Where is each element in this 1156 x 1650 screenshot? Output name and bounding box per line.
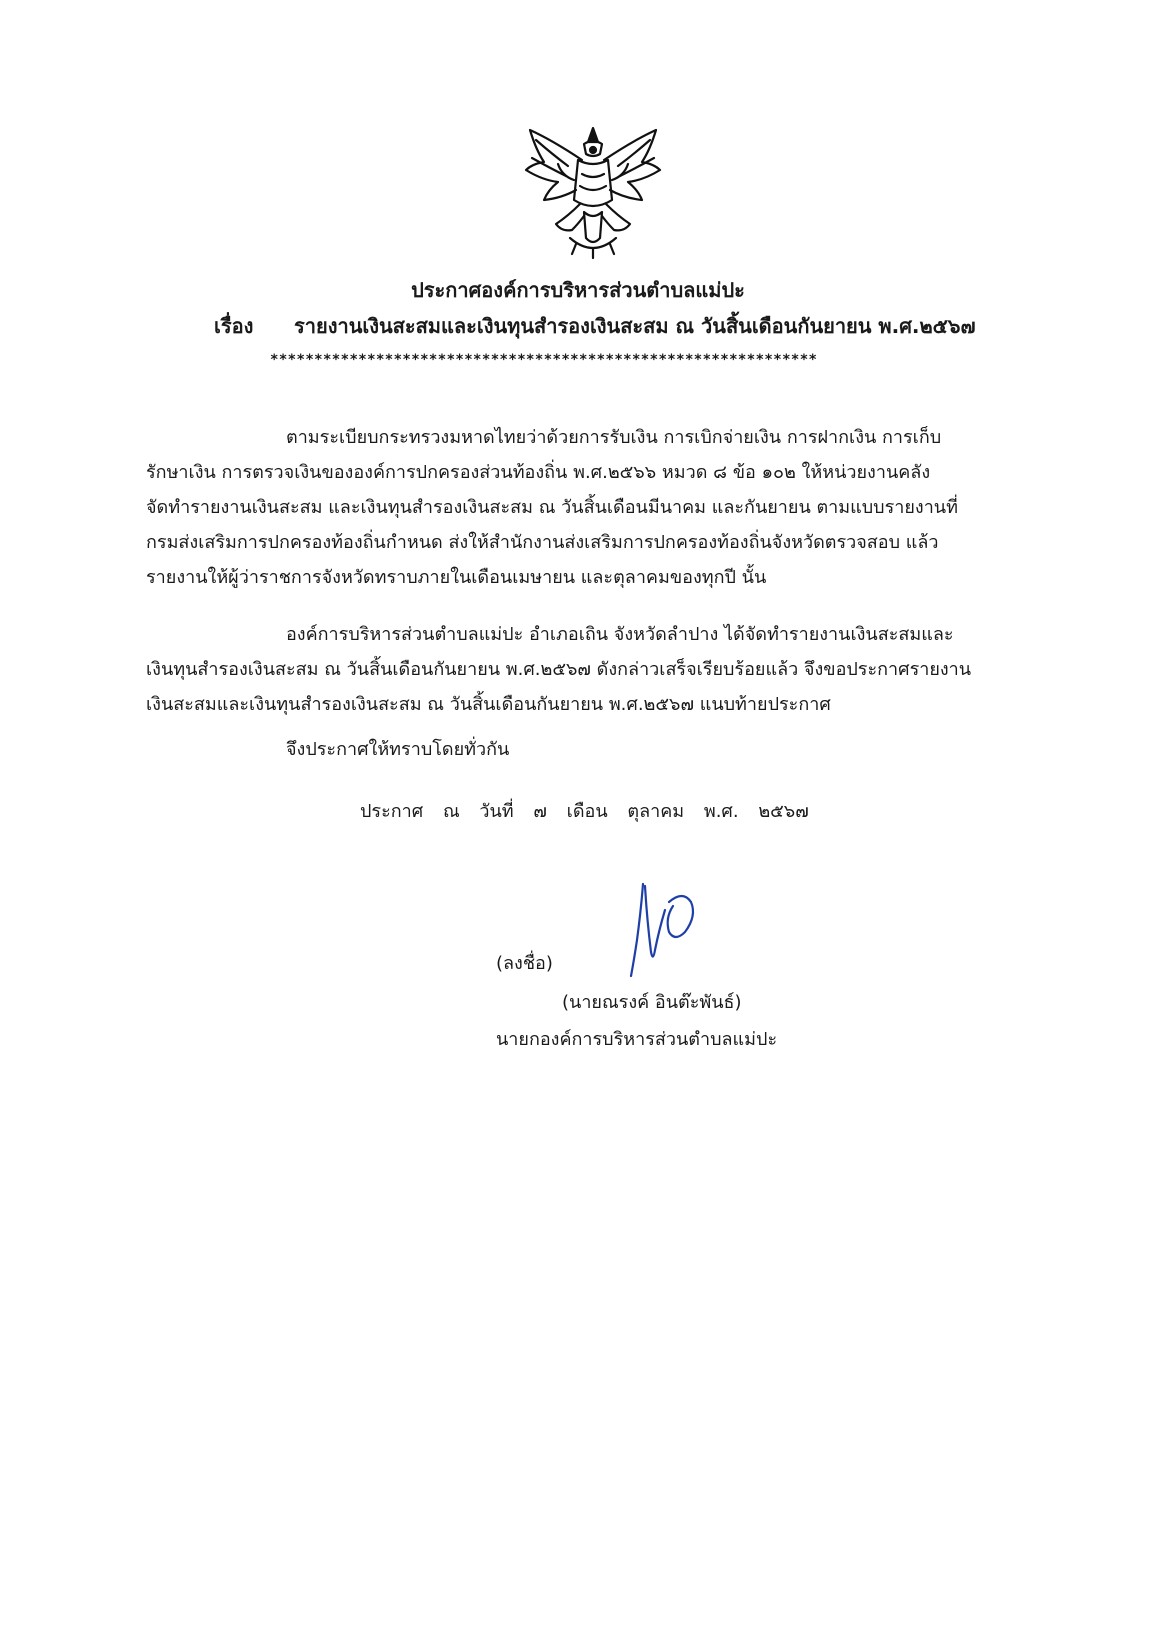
asterisk-divider: ************************************************************** xyxy=(270,352,818,368)
subject-label: เรื่อง xyxy=(214,314,254,338)
date-month-value: ตุลาคม xyxy=(627,801,685,822)
signer-position: นายกองค์การบริหารส่วนตำบลแม่ปะ xyxy=(496,1029,778,1050)
paragraph-line: จึงประกาศให้ทราบโดยทั่วกัน xyxy=(286,739,510,760)
paragraph-line: จัดทำรายงานเงินสะสม และเงินทุนสำรองเงินสะสม ณ วันสิ้นเดือนมีนาคม และกันยายน ตามแบบรายงานที่ xyxy=(146,497,958,518)
paragraph-line: องค์การบริหารส่วนตำบลแม่ปะ อำเภอเถิน จังหวัดลำปาง ได้จัดทำรายงานเงินสะสมและ xyxy=(286,624,954,645)
announcement-date xyxy=(360,797,823,827)
paragraph-report xyxy=(146,617,1052,722)
paragraph-line: รักษาเงิน การตรวจเงินขององค์การปกครองส่วนท้องถิ่น พ.ศ.๒๕๖๖ หมวด ๘ ข้อ ๑๐๒ ให้หน่วยงานคลัง xyxy=(146,462,931,483)
date-year-value: ๒๕๖๗ xyxy=(758,801,809,822)
date-announce-label: ประกาศ xyxy=(360,801,424,822)
subject-text: รายงานเงินสะสมและเงินทุนสำรองเงินสะสม ณ วันสิ้นเดือนกันยายน พ.ศ.๒๕๖๗ xyxy=(294,314,976,338)
sign-label: (ลงชื่อ) xyxy=(496,953,553,974)
subject-line xyxy=(214,312,1114,340)
date-day-value: ๗ xyxy=(533,801,547,822)
date-year-label: พ.ศ. xyxy=(703,801,739,822)
announcement-title: ประกาศองค์การบริหารส่วนตำบลแม่ปะ xyxy=(411,278,745,302)
garuda-emblem-icon xyxy=(522,120,664,260)
paragraph-line: รายงานให้ผู้ว่าราชการจังหวัดทราบภายในเดือนเมษายน และตุลาคมของทุกปี นั้น xyxy=(146,567,767,588)
signer-name: (นายณรงค์ อินต๊ะพันธ์) xyxy=(562,992,742,1013)
date-at-label: ณ xyxy=(442,801,460,822)
paragraph-regulation xyxy=(146,420,1052,595)
paragraph-line: กรมส่งเสริมการปกครองท้องถิ่นกำหนด ส่งให้สำนักงานส่งเสริมการปกครองท้องถิ่นจังหวัดตรวจสอบ แล้ว xyxy=(146,532,939,553)
paragraph-line: เงินทุนสำรองเงินสะสม ณ วันสิ้นเดือนกันยายน พ.ศ.๒๕๖๗ ดังกล่าวเสร็จเรียบร้อยแล้ว จึงขอประกาศรายงาน xyxy=(146,659,972,680)
paragraph-closing xyxy=(286,732,1156,767)
date-month-label: เดือน xyxy=(566,801,608,822)
date-day-label: วันที่ xyxy=(479,801,514,822)
paragraph-line: เงินสะสมและเงินทุนสำรองเงินสะสม ณ วันสิ้นเดือนกันยายน พ.ศ.๒๕๖๗ แนบท้ายประกาศ xyxy=(146,694,831,715)
handwritten-signature xyxy=(625,880,705,980)
paragraph-line: ตามระเบียบกระทรวงมหาดไทยว่าด้วยการรับเงิน การเบิกจ่ายเงิน การฝากเงิน การเก็บ xyxy=(286,427,942,448)
